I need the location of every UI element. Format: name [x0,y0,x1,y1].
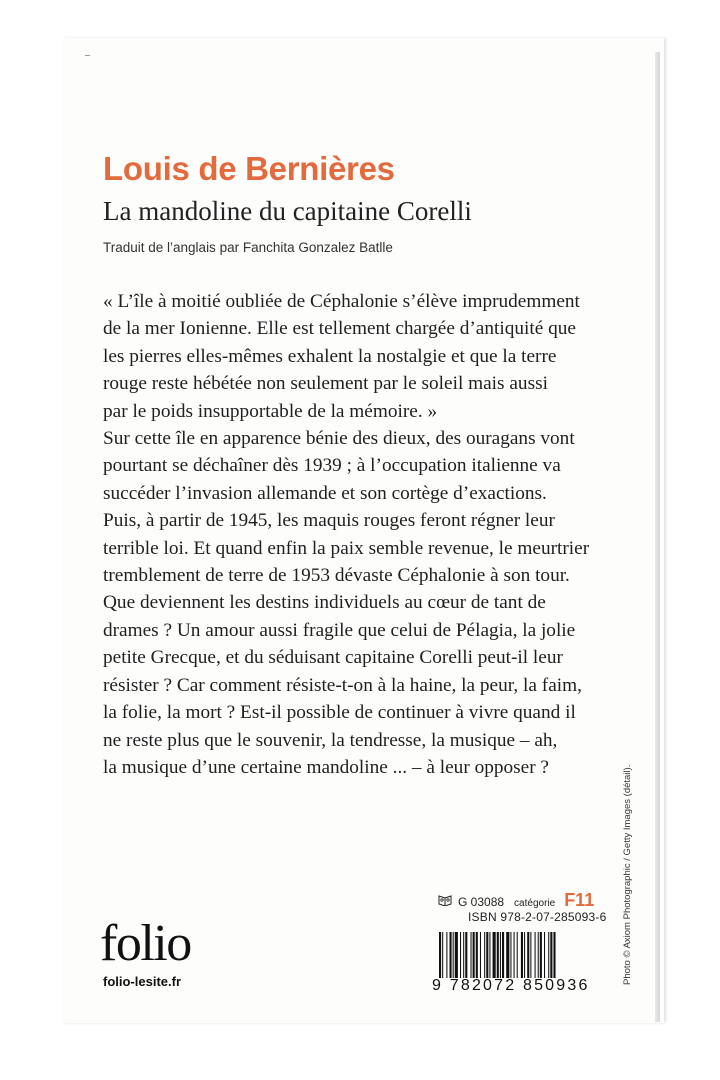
product-codes [438,890,607,924]
quote-line: de la mer Ionienne. Elle est tellement chargée d’antiquité que [103,318,576,340]
quote-line: « L’île à moitié oubliée de Céphalonie s’élève imprudemment [103,291,580,312]
blurb-summary [103,425,603,781]
barcode [438,932,610,978]
summary-line: la musique d’une certaine mandoline ... – à leur opposer ? [103,756,549,778]
quote-line: rouge reste hébétée non seulement par le soleil mais aussi [103,373,548,395]
cover-edge [655,52,660,1022]
back-cover-blurb [103,288,603,781]
summary-line: Puis, à partir de 1945, les maquis rouges feront régner leur [103,510,555,532]
isbn: ISBN 978-2-07-285093-6 [468,910,607,924]
quote-line: par le poids insupportable de la mémoire. » [103,400,438,422]
translator-credit: Traduit de l’anglais par Fanchita Gonzalez Batlle [103,240,393,255]
summary-line: petite Grecque, et du séduisant capitaine Corelli peut-il leur [103,647,563,669]
summary-line: drames ? Un amour aussi fragile que celui de Pélagia, la jolie [103,619,576,641]
catalog-code: G 03088 [458,895,505,909]
book-title: La mandoline du capitaine Corelli [103,196,472,226]
summary-line: pourtant se déchaîner dès 1939 ; à l’occupation italienne va [103,455,561,477]
category-code: F11 [564,890,595,910]
summary-line: Sur cette île en apparence bénie des dieux, des ouragans vont [103,428,575,450]
blurb-quote [103,288,603,425]
summary-line: Que deviennent les destins individuels au cœur de tant de [103,592,546,614]
publisher-logo: folio [100,915,191,972]
summary-line: la folie, la mort ? Est-il possible de continuer à vivre quand il [103,702,576,724]
summary-line: terrible loi. Et quand enfin la paix semble revenue, le meurtrier [103,537,590,559]
catalog-code-row [438,890,607,908]
summary-line: ne reste plus que le souvenir, la tendresse, la musique – ah, [103,729,558,751]
publisher-website: folio-lesite.fr [103,974,182,989]
summary-line: résister ? Car comment résiste-t-on à la haine, la peur, la faim, [103,674,582,696]
summary-line: succéder l’invasion allemande et son cortège d’exactions. [103,482,547,504]
book-symbol-icon [438,894,452,909]
category-label: catégorie [514,898,556,909]
summary-line: tremblement de terre de 1953 dévaste Céphalonie à son tour. [103,565,570,587]
photo-credit: Photo © Axiom Photographic / Getty Images (détail). [622,764,633,985]
barcode-number: 9 782072 850936 [432,977,590,994]
quote-line: les pierres elles-mêmes exhalent la nostalgie et que la terre [103,345,557,367]
crop-mark [85,55,90,56]
author-name: Louis de Bernières [103,150,395,187]
